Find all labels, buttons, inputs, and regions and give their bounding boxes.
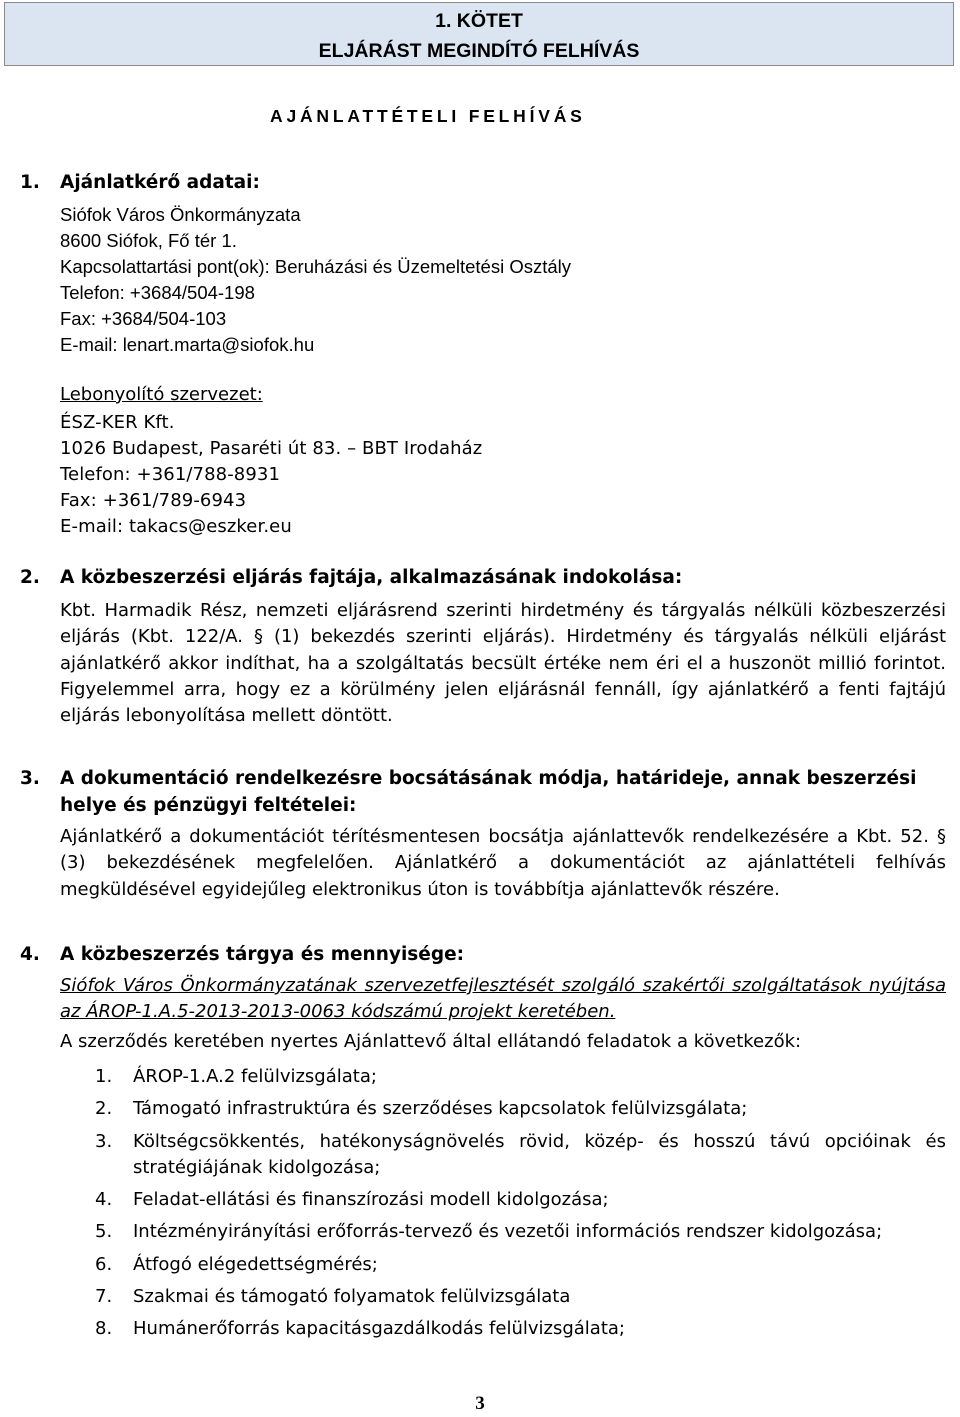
list-item [95,1316,946,1342]
volume-label: 1. KÖTET [435,10,523,32]
task-text: ÁROP-1.A.2 felülvizsgálata; [133,1066,377,1087]
section-4-number: 4. [20,944,40,965]
task-number: 5. [95,1221,113,1243]
task-number: 4. [95,1189,113,1211]
task-number: 3. [95,1130,113,1152]
contracting-line: E-mail: lenart.marta@siofok.hu [60,334,315,355]
section-1-number: 1. [20,172,40,193]
section-4-heading: A közbeszerzés tárgya és mennyisége: [60,944,465,965]
organizer-heading: Lebonyolító szervezet: [60,384,263,405]
section-2-heading: A közbeszerzési eljárás fajtája, alkalmazásának indokolása: [60,567,683,588]
task-number: 8. [95,1318,113,1340]
list-item [95,1187,946,1213]
organizer-line: Fax: +361/789-6943 [60,490,247,511]
task-number: 7. [95,1286,113,1308]
list-item [95,1284,946,1310]
tasks-intro: A szerződés keretében nyertes Ajánlattevő által ellátandó feladatok a következők: [60,1031,802,1052]
section-1-heading: Ajánlatkérő adatai: [60,172,260,193]
task-text: Intézményirányítási erőforrás-tervező és vezetői információs rendszer kidolgozása; [133,1221,883,1243]
section-2-number: 2. [20,567,40,588]
list-item [95,1252,946,1278]
list-item [95,1064,946,1090]
organizer-block [60,410,482,540]
section-3-text: Ajánlatkérő a dokumentációt térítésmentesen bocsátja ajánlattevők rendelkezésére a Kbt. 52. § (3) bekezdésének megfelelően. Ajánlatkérő a dokumentációt az ajánlattételi felhívás megküldésével egyidejűleg elektronikus úton is továbbítja ajánlattevők részére. [60,826,946,900]
organizer-line: ÉSZ-KER Kft. [60,412,175,433]
task-text: Feladat-ellátási és finanszírozási modell kidolgozása; [133,1189,609,1211]
contracting-line: Kapcsolattartási pont(ok): Beruházási és Üzemeltetési Osztály [60,256,572,277]
task-text: Támogató infrastruktúra és szerződéses kapcsolatok felülvizsgálata; [133,1098,748,1120]
list-item [95,1129,946,1182]
contracting-line: 8600 Siófok, Fő tér 1. [60,230,237,251]
page-number: 3 [475,1393,485,1414]
section-2-text: Kbt. Harmadik Rész, nemzeti eljárásrend szerinti hirdetmény és tárgyalás nélküli közbeszerzési eljárás (Kbt. 122/A. § (1) bekezdés szerinti eljárás). Hirdetmény és tárgyalás nélküli eljárást ajánlatkérő akkor indíthat, ha a szolgáltatás becsült értéke nem éri el a huszonöt millió forintot. Figyelemmel arra, hogy ez a körülmény jelen eljárásnál fennáll, így ajánlatkérő a fenti fajtájú eljárás lebonyolítása mellett döntött. [60,600,946,727]
organizer-line: 1026 Budapest, Pasaréti út 83. – BBT Irodaház [60,438,483,459]
section-3-number: 3. [20,768,40,789]
volume-title: ELJÁRÁST MEGINDÍTÓ FELHÍVÁS [318,40,640,62]
task-text: Átfogó elégedettségmérés; [133,1253,378,1275]
section-3-heading-line2: helye és pénzügyi feltételei: [60,795,357,816]
contracting-line: Fax: +3684/504-103 [60,308,227,329]
list-item [95,1219,946,1245]
list-item [95,1096,946,1122]
organizer-line: E-mail: takacs@eszker.eu [60,516,292,537]
contracting-authority-block [60,202,571,358]
contracting-line: Telefon: +3684/504-198 [60,282,255,303]
task-text: Szakmai és támogató folyamatok felülvizsgálata [133,1286,571,1308]
task-list [95,1064,946,1343]
organizer-line: Telefon: +361/788-8931 [60,464,280,485]
task-number: 2. [95,1098,113,1120]
procurement-subject: Siófok Város Önkormányzatának szervezetfejlesztését szolgáló szakértői szolgáltatások nyújtása az ÁROP-1.A.5-2013-2013-0063 kódszámú projekt keretében. [60,975,946,1023]
volume-banner [4,2,954,66]
task-text: Költségcsökkentés, hatékonyságnövelés rövid, közép- és hosszú távú opcióinak és stratégiájának kidolgozása; [133,1130,946,1178]
task-text: Humánerőforrás kapacitásgazdálkodás felülvizsgálata; [133,1318,625,1340]
document-title: AJÁNLATTÉTELI FELHÍVÁS [270,106,586,126]
section-3-heading-line1: A dokumentáció rendelkezésre bocsátásának módja, határideje, annak beszerzési [60,768,917,789]
task-number: 1. [95,1066,113,1087]
contracting-line: Siófok Város Önkormányzata [60,204,301,225]
task-number: 6. [95,1253,113,1275]
